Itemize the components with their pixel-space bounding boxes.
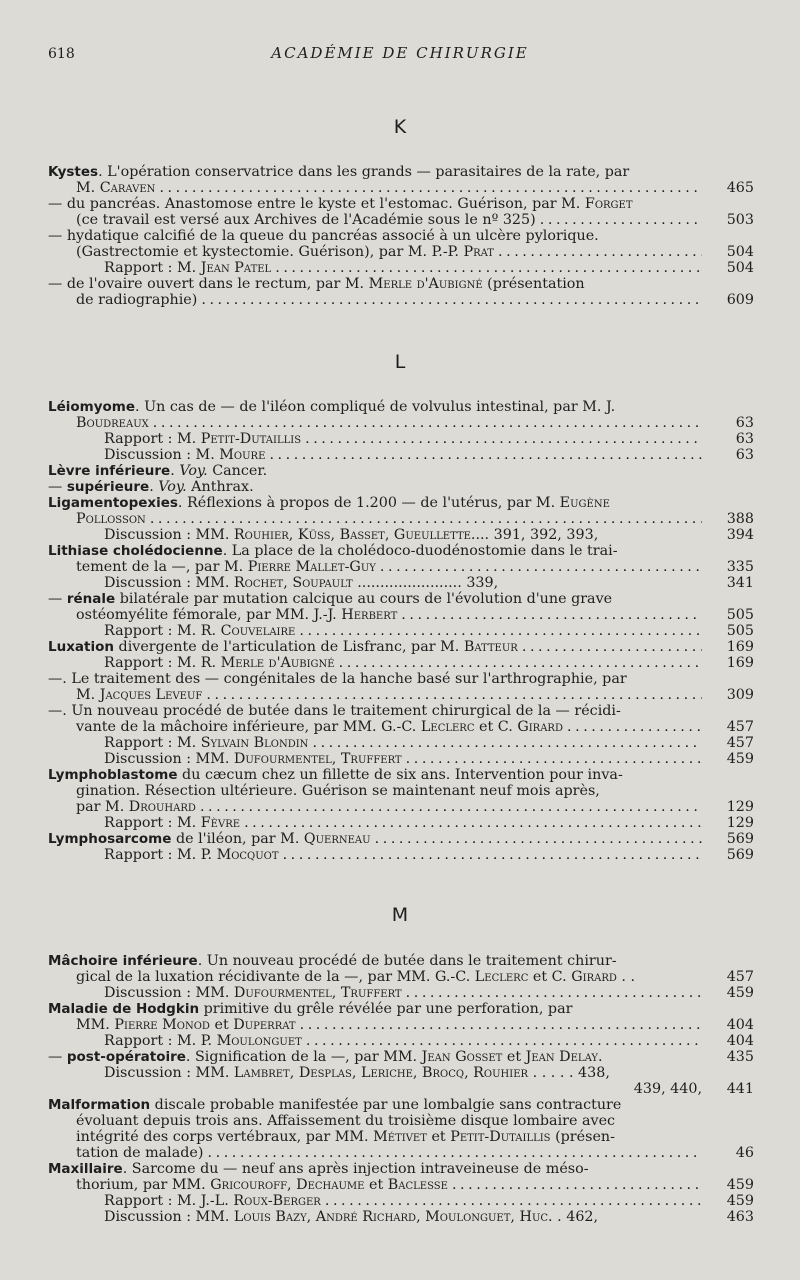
index-line [48, 1193, 754, 1209]
index-line [48, 847, 754, 863]
entry-text: Cancer. [207, 463, 268, 479]
index-keyword: rénale [66, 591, 116, 607]
entry-text: — [48, 479, 67, 495]
entry-text: Discussion : MM. [104, 751, 234, 767]
page-reference: 404 [702, 1017, 754, 1033]
author-name: Gricouroff, Dechaume [210, 1177, 365, 1193]
index-line [48, 196, 754, 212]
page-reference: 465 [702, 180, 754, 196]
index-line [48, 543, 754, 559]
index-line [48, 260, 754, 276]
page-reference: 441 [702, 1081, 754, 1097]
entry-text: du cæcum chez un fillette de six ans. Intervention pour inva- [177, 767, 623, 783]
author-name: Jean Delay [525, 1049, 598, 1065]
page-reference: 341 [702, 575, 754, 591]
author-name: Baclesse [387, 1177, 448, 1193]
entry-text: tation de malade) [76, 1145, 204, 1161]
entry-text: (Gastrectomie et kystectomie. Guérison), par M. P.-P. [76, 244, 464, 260]
entry-text: . L'opération conservatrice dans les grands — parasitaires de la rate, par [98, 164, 630, 180]
entry-text: . Signification de la —, par MM. [185, 1049, 422, 1065]
entry-text: (présen- [550, 1129, 615, 1145]
page-reference: 504 [702, 260, 754, 276]
page-reference: 459 [702, 985, 754, 1001]
author-name: Merle d'Aubigné [220, 655, 335, 671]
entry-text: MM. [76, 1017, 115, 1033]
index-line [48, 953, 754, 969]
entry-text: Discussion : MM. [104, 1209, 234, 1225]
author-name: Girard [517, 719, 563, 735]
index-line [48, 1161, 754, 1177]
author-name: Prat [463, 244, 494, 260]
index-keyword: Mâchoire inférieure [48, 953, 198, 969]
index-line [48, 607, 754, 623]
index-line [48, 415, 754, 431]
author-name: Mocquot [216, 847, 279, 863]
entry-text: et [426, 1129, 451, 1145]
index-line [48, 1209, 754, 1225]
index-line [48, 228, 754, 244]
entry-text: . . . . . 438, [528, 1065, 610, 1081]
index-line [48, 1177, 754, 1193]
index-line [48, 575, 754, 591]
entry-text: bilatérale par mutation calcique au cours de l'évolution d'une grave [115, 591, 613, 607]
author-name: Rochet, Soupault [233, 575, 353, 591]
page-number: 618 [48, 46, 75, 62]
entry-text: Rapport : M. [104, 815, 201, 831]
page-reference: 46 [702, 1145, 754, 1161]
index-keyword: Kystes [48, 164, 99, 180]
index-line [48, 244, 754, 260]
section-m-entries [48, 953, 754, 1225]
index-keyword: post-opératoire [66, 1049, 186, 1065]
entry-text: . . [616, 969, 636, 985]
author-name: Duperrat [233, 1017, 296, 1033]
index-line [48, 399, 754, 415]
index-line [48, 969, 754, 985]
index-line [48, 1097, 754, 1113]
author-name: Girard [571, 969, 617, 985]
index-line [48, 212, 754, 228]
author-name: Drouhard [128, 799, 196, 815]
page-reference: 309 [702, 687, 754, 703]
author-name: Sylvain Blondin [200, 735, 309, 751]
page-reference: 169 [702, 655, 754, 671]
index-line [48, 1081, 754, 1097]
entry-text: (ce travail est versé aux Archives de l'Académie sous le nº 325) [76, 212, 536, 228]
entry-text: de l'iléon, par M. [171, 831, 304, 847]
index-line [48, 639, 754, 655]
entry-text: . Réflexions à propos de 1.200 — de l'utérus, par M. [177, 495, 560, 511]
index-line [48, 655, 754, 671]
author-name: Forget [584, 196, 633, 212]
index-keyword: Lymphosarcome [48, 831, 172, 847]
entry-text: gical de la luxation récidivante de la —, par MM. G.-C. [76, 969, 475, 985]
index-line [48, 276, 754, 292]
index-line [48, 527, 754, 543]
author-name: Moulonguet [216, 1033, 302, 1049]
index-line [48, 735, 754, 751]
entry-text: Rapport : M. [104, 735, 201, 751]
entry-text: Discussion : MM. [104, 575, 234, 591]
entry-text: et [364, 1177, 388, 1193]
index-line [48, 180, 754, 196]
entry-text: —. Un nouveau procédé de butée dans le traitement chirurgical de la — récidi- [48, 703, 621, 719]
entry-text: Discussion : MM. [104, 1065, 234, 1081]
index-keyword: Maladie de Hodgkin [48, 1001, 200, 1017]
index-line [48, 511, 754, 527]
index-keyword: supérieure [66, 479, 150, 495]
section-k-entries [48, 164, 754, 308]
page-reference: 457 [702, 969, 754, 985]
index-line [48, 1065, 754, 1081]
entry-text: . Un cas de — de l'iléon compliqué de volvulus intestinal, par M. J. [135, 399, 616, 415]
entry-text: Rapport : M. P. [104, 847, 217, 863]
author-name: Pollosson [76, 511, 146, 527]
page-reference: 129 [702, 799, 754, 815]
index-line [48, 1001, 754, 1017]
index-line [48, 479, 754, 495]
page-reference: 388 [702, 511, 754, 527]
page-reference: 129 [702, 815, 754, 831]
entry-text: Rapport : M. [104, 431, 201, 447]
page-reference: 63 [702, 415, 754, 431]
index-keyword: Lithiase cholédocienne [48, 543, 223, 559]
index-line [48, 831, 754, 847]
entry-text: —. Le traitement des — congénitales de la hanche basé sur l'arthrographie, par [48, 671, 627, 687]
index-line [48, 431, 754, 447]
page-reference: 63 [702, 431, 754, 447]
entry-text: intégrité des corps vertébraux, par MM. [76, 1129, 374, 1145]
entry-text: Rapport : M. [104, 260, 201, 276]
index-keyword: Lymphoblastome [48, 767, 178, 783]
index-keyword: Luxation [48, 639, 114, 655]
page-reference: 63 [702, 447, 754, 463]
entry-text: Rapport : M. R. [104, 623, 221, 639]
index-line [48, 559, 754, 575]
index-line [48, 495, 754, 511]
author-name: Petit-Dutaillis [450, 1129, 551, 1145]
index-keyword: Ligamentopexies [48, 495, 178, 511]
author-name: Couvelaire [220, 623, 296, 639]
page-reference: 505 [702, 607, 754, 623]
entry-text: vante de la mâchoire inférieure, par MM. G.-C. [76, 719, 421, 735]
index-line [48, 687, 754, 703]
author-name: Roux-Berger [233, 1193, 321, 1209]
index-line [48, 1145, 754, 1161]
entry-text: M. [76, 687, 100, 703]
index-line [48, 783, 754, 799]
entry-text: — hydatique calcifié de la queue du pancréas associé à un ulcère pylorique. [48, 228, 599, 244]
index-line [48, 767, 754, 783]
index-keyword: Maxillaire [48, 1161, 123, 1177]
index-line [48, 591, 754, 607]
author-name: Dufourmentel, Truffert [233, 985, 402, 1001]
entry-text: divergente de l'articulation de Lisfranc, par M. [114, 639, 464, 655]
page-reference: 335 [702, 559, 754, 575]
entry-text: ....................... 339, [352, 575, 499, 591]
index-line [48, 164, 754, 180]
entry-text: et C. [474, 719, 518, 735]
page-reference: 503 [702, 212, 754, 228]
entry-text: de radiographie) [76, 292, 198, 308]
entry-text: Discussion : M. [104, 447, 220, 463]
entry-text: — [48, 591, 67, 607]
page-reference: 169 [702, 639, 754, 655]
entry-text: et [209, 1017, 234, 1033]
index-line [48, 751, 754, 767]
author-name: Eugène [559, 495, 610, 511]
entry-text: — du pancréas. Anastomose entre le kyste et l'estomac. Guérison, par M. [48, 196, 585, 212]
entry-text: . [149, 479, 159, 495]
page-reference: 504 [702, 244, 754, 260]
author-name: Leclerc [474, 969, 529, 985]
entry-text: discale probable manifestée par une lombalgie sans contracture [150, 1097, 622, 1113]
entry-text: .... 391, 392, 393, [470, 527, 599, 543]
author-name: Batteur [463, 639, 518, 655]
page-reference: 457 [702, 735, 754, 751]
index-line [48, 671, 754, 687]
entry-text: . [170, 463, 180, 479]
index-line [48, 463, 754, 479]
author-name: Boudreaux [76, 415, 149, 431]
entry-text: . [598, 1049, 603, 1065]
index-line [48, 815, 754, 831]
entry-text: . Sarcome du — neuf ans après injection intraveineuse de méso- [122, 1161, 589, 1177]
running-title: ACADÉMIE DE CHIRURGIE [271, 44, 529, 62]
entry-text: thorium, par MM. [76, 1177, 211, 1193]
index-line [48, 799, 754, 815]
index-line [48, 1017, 754, 1033]
author-name: Moure [219, 447, 266, 463]
page-reference: 505 [702, 623, 754, 639]
index-line [48, 1049, 754, 1065]
author-name: Petit-Dutaillis [200, 431, 302, 447]
author-name: Rouhier, Küss, Basset, Gueullette [233, 527, 471, 543]
page-reference: 459 [702, 1193, 754, 1209]
index-keyword: Malformation [48, 1097, 151, 1113]
author-name: Querneau [303, 831, 371, 847]
page-reference: 394 [702, 527, 754, 543]
page-reference: 435 [702, 1049, 754, 1065]
author-name: Jean Patel [200, 260, 272, 276]
entry-text: Rapport : M. P. [104, 1033, 217, 1049]
entry-text: M. [76, 180, 100, 196]
author-name: Dufourmentel, Truffert [233, 751, 402, 767]
index-line [48, 719, 754, 735]
entry-text: . . 462, [548, 1209, 599, 1225]
entry-text: (présentation [482, 276, 585, 292]
index-line [48, 1129, 754, 1145]
index-line [48, 1113, 754, 1129]
entry-text: . La place de la cholédoco-duodénostomie dans le trai- [222, 543, 618, 559]
entry-text: et C. [528, 969, 572, 985]
author-name: Lambret, Desplas, Leriche, Brocq, Rouhier [233, 1065, 529, 1081]
entry-text: tement de la —, par M. [76, 559, 248, 575]
page-reference: 463 [702, 1209, 754, 1225]
entry-text: gination. Résection ultérieure. Guérison se maintenant neuf mois après, [76, 783, 600, 799]
page-reference: 569 [702, 831, 754, 847]
index-keyword: Léiomyome [48, 399, 136, 415]
entry-text: et [502, 1049, 526, 1065]
entry-text: primitive du grêle révélée par une perforation, par [199, 1001, 573, 1017]
entry-text: 439, 440, [633, 1081, 702, 1097]
entry-text: Rapport : M. R. [104, 655, 221, 671]
page-reference: 457 [702, 719, 754, 735]
index-line [48, 447, 754, 463]
author-name: Pierre Monod [114, 1017, 210, 1033]
cross-reference: Voy. [179, 463, 208, 479]
entry-text: Rapport : M. J.-L. [104, 1193, 234, 1209]
author-name: Jean Gosset [421, 1049, 503, 1065]
index-keyword: Lèvre inférieure [48, 463, 171, 479]
entry-text: — de l'ovaire ouvert dans le rectum, par M. [48, 276, 369, 292]
section-l-entries [48, 399, 754, 863]
page-reference: 404 [702, 1033, 754, 1049]
entry-text: par M. [76, 799, 129, 815]
cross-reference: Voy. [158, 479, 187, 495]
page-reference: 459 [702, 751, 754, 767]
index-line [48, 1033, 754, 1049]
author-name: Leclerc [420, 719, 475, 735]
author-name: Herbert [341, 607, 398, 623]
author-name: Caraven [99, 180, 156, 196]
author-name: Pierre Mallet-Guy [247, 559, 376, 575]
entry-text: évoluant depuis trois ans. Affaissement du troisième disque lombaire avec [76, 1113, 616, 1129]
author-name: Jacques Leveuf [99, 687, 203, 703]
author-name: Merle d'Aubigné [368, 276, 483, 292]
index-line [48, 292, 754, 308]
entry-text: — [48, 1049, 67, 1065]
page-header [48, 44, 752, 66]
author-name: Fèvre [200, 815, 241, 831]
section-letter-l: L [394, 351, 406, 373]
entry-text: Discussion : MM. [104, 985, 234, 1001]
entry-text: Anthrax. [186, 479, 254, 495]
index-line [48, 985, 754, 1001]
section-letter-k: K [393, 116, 407, 138]
section-letter-m: M [391, 904, 409, 926]
author-name: Louis Bazy, André Richard, Moulonguet, Huc [233, 1209, 549, 1225]
page-reference: 609 [702, 292, 754, 308]
entry-text: Discussion : MM. [104, 527, 234, 543]
entry-text: . Un nouveau procédé de butée dans le traitement chirur- [197, 953, 617, 969]
page-reference: 459 [702, 1177, 754, 1193]
index-line [48, 623, 754, 639]
index-line [48, 703, 754, 719]
entry-text: ostéomyélite fémorale, par MM. J.-J. [76, 607, 342, 623]
author-name: Métivet [373, 1129, 427, 1145]
page-reference: 569 [702, 847, 754, 863]
